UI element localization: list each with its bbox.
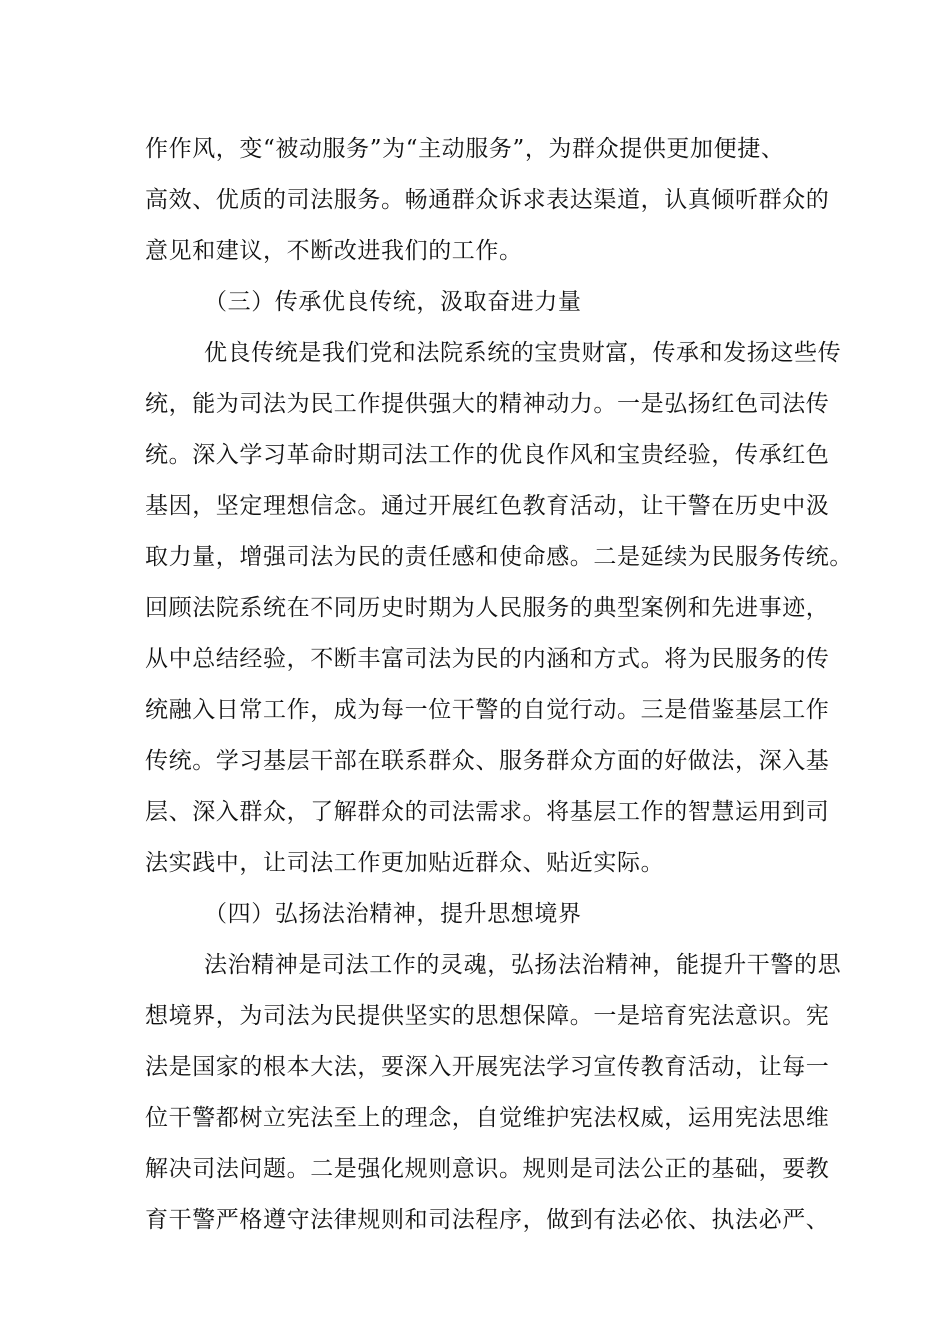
text-line: 意见和建议，不断改进我们的工作。 [145, 238, 523, 264]
text-line: 层、深入群众，了解群众的司法需求。将基层工作的智慧运用到司 [145, 799, 830, 825]
text-line: 统，能为司法为民工作提供强大的精神动力。一是弘扬红色司法传 [145, 391, 830, 417]
section-heading: （四）弘扬法治精神，提升思想境界 [204, 901, 582, 927]
text-line: 统。深入学习革命时期司法工作的优良作风和宝贵经验，传承红色 [145, 442, 830, 468]
text-line: 取力量，增强司法为民的责任感和使命感。二是延续为民服务传统。 [145, 544, 853, 570]
text-line: 传统。学习基层干部在联系群众、服务群众方面的好做法，深入基 [145, 748, 830, 774]
text-line: 作作风，变“被动服务”为“主动服务”，为群众提供更加便捷、 [145, 136, 785, 162]
text-line: 优良传统是我们党和法院系统的宝贵财富，传承和发扬这些传 [204, 340, 842, 366]
text-line: 高效、优质的司法服务。畅通群众诉求表达渠道，认真倾听群众的 [145, 187, 830, 213]
text-line: 法是国家的根本大法，要深入开展宪法学习宣传教育活动，让每一 [145, 1054, 830, 1080]
text-line: 统融入日常工作，成为每一位干警的自觉行动。三是借鉴基层工作 [145, 697, 830, 723]
section-heading: （三）传承优良传统，汲取奋进力量 [204, 289, 582, 315]
text-line: 想境界，为司法为民提供坚实的思想保障。一是培育宪法意识。宪 [145, 1003, 830, 1029]
text-line: 解决司法问题。二是强化规则意识。规则是司法公正的基础，要教 [145, 1156, 830, 1182]
text-line: 基因，坚定理想信念。通过开展红色教育活动，让干警在历史中汲 [145, 493, 830, 519]
text-line: 法实践中，让司法工作更加贴近群众、贴近实际。 [145, 850, 665, 876]
text-line: 法治精神是司法工作的灵魂，弘扬法治精神，能提升干警的思 [204, 952, 842, 978]
text-line: 位干警都树立宪法至上的理念，自觉维护宪法权威，运用宪法思维 [145, 1105, 830, 1131]
text-line: 育干警严格遵守法律规则和司法程序，做到有法必依、执法必严、 [145, 1207, 830, 1233]
text-line: 从中总结经验，不断丰富司法为民的内涵和方式。将为民服务的传 [145, 646, 830, 672]
text-line: 回顾法院系统在不同历史时期为人民服务的典型案例和先进事迹， [145, 595, 830, 621]
